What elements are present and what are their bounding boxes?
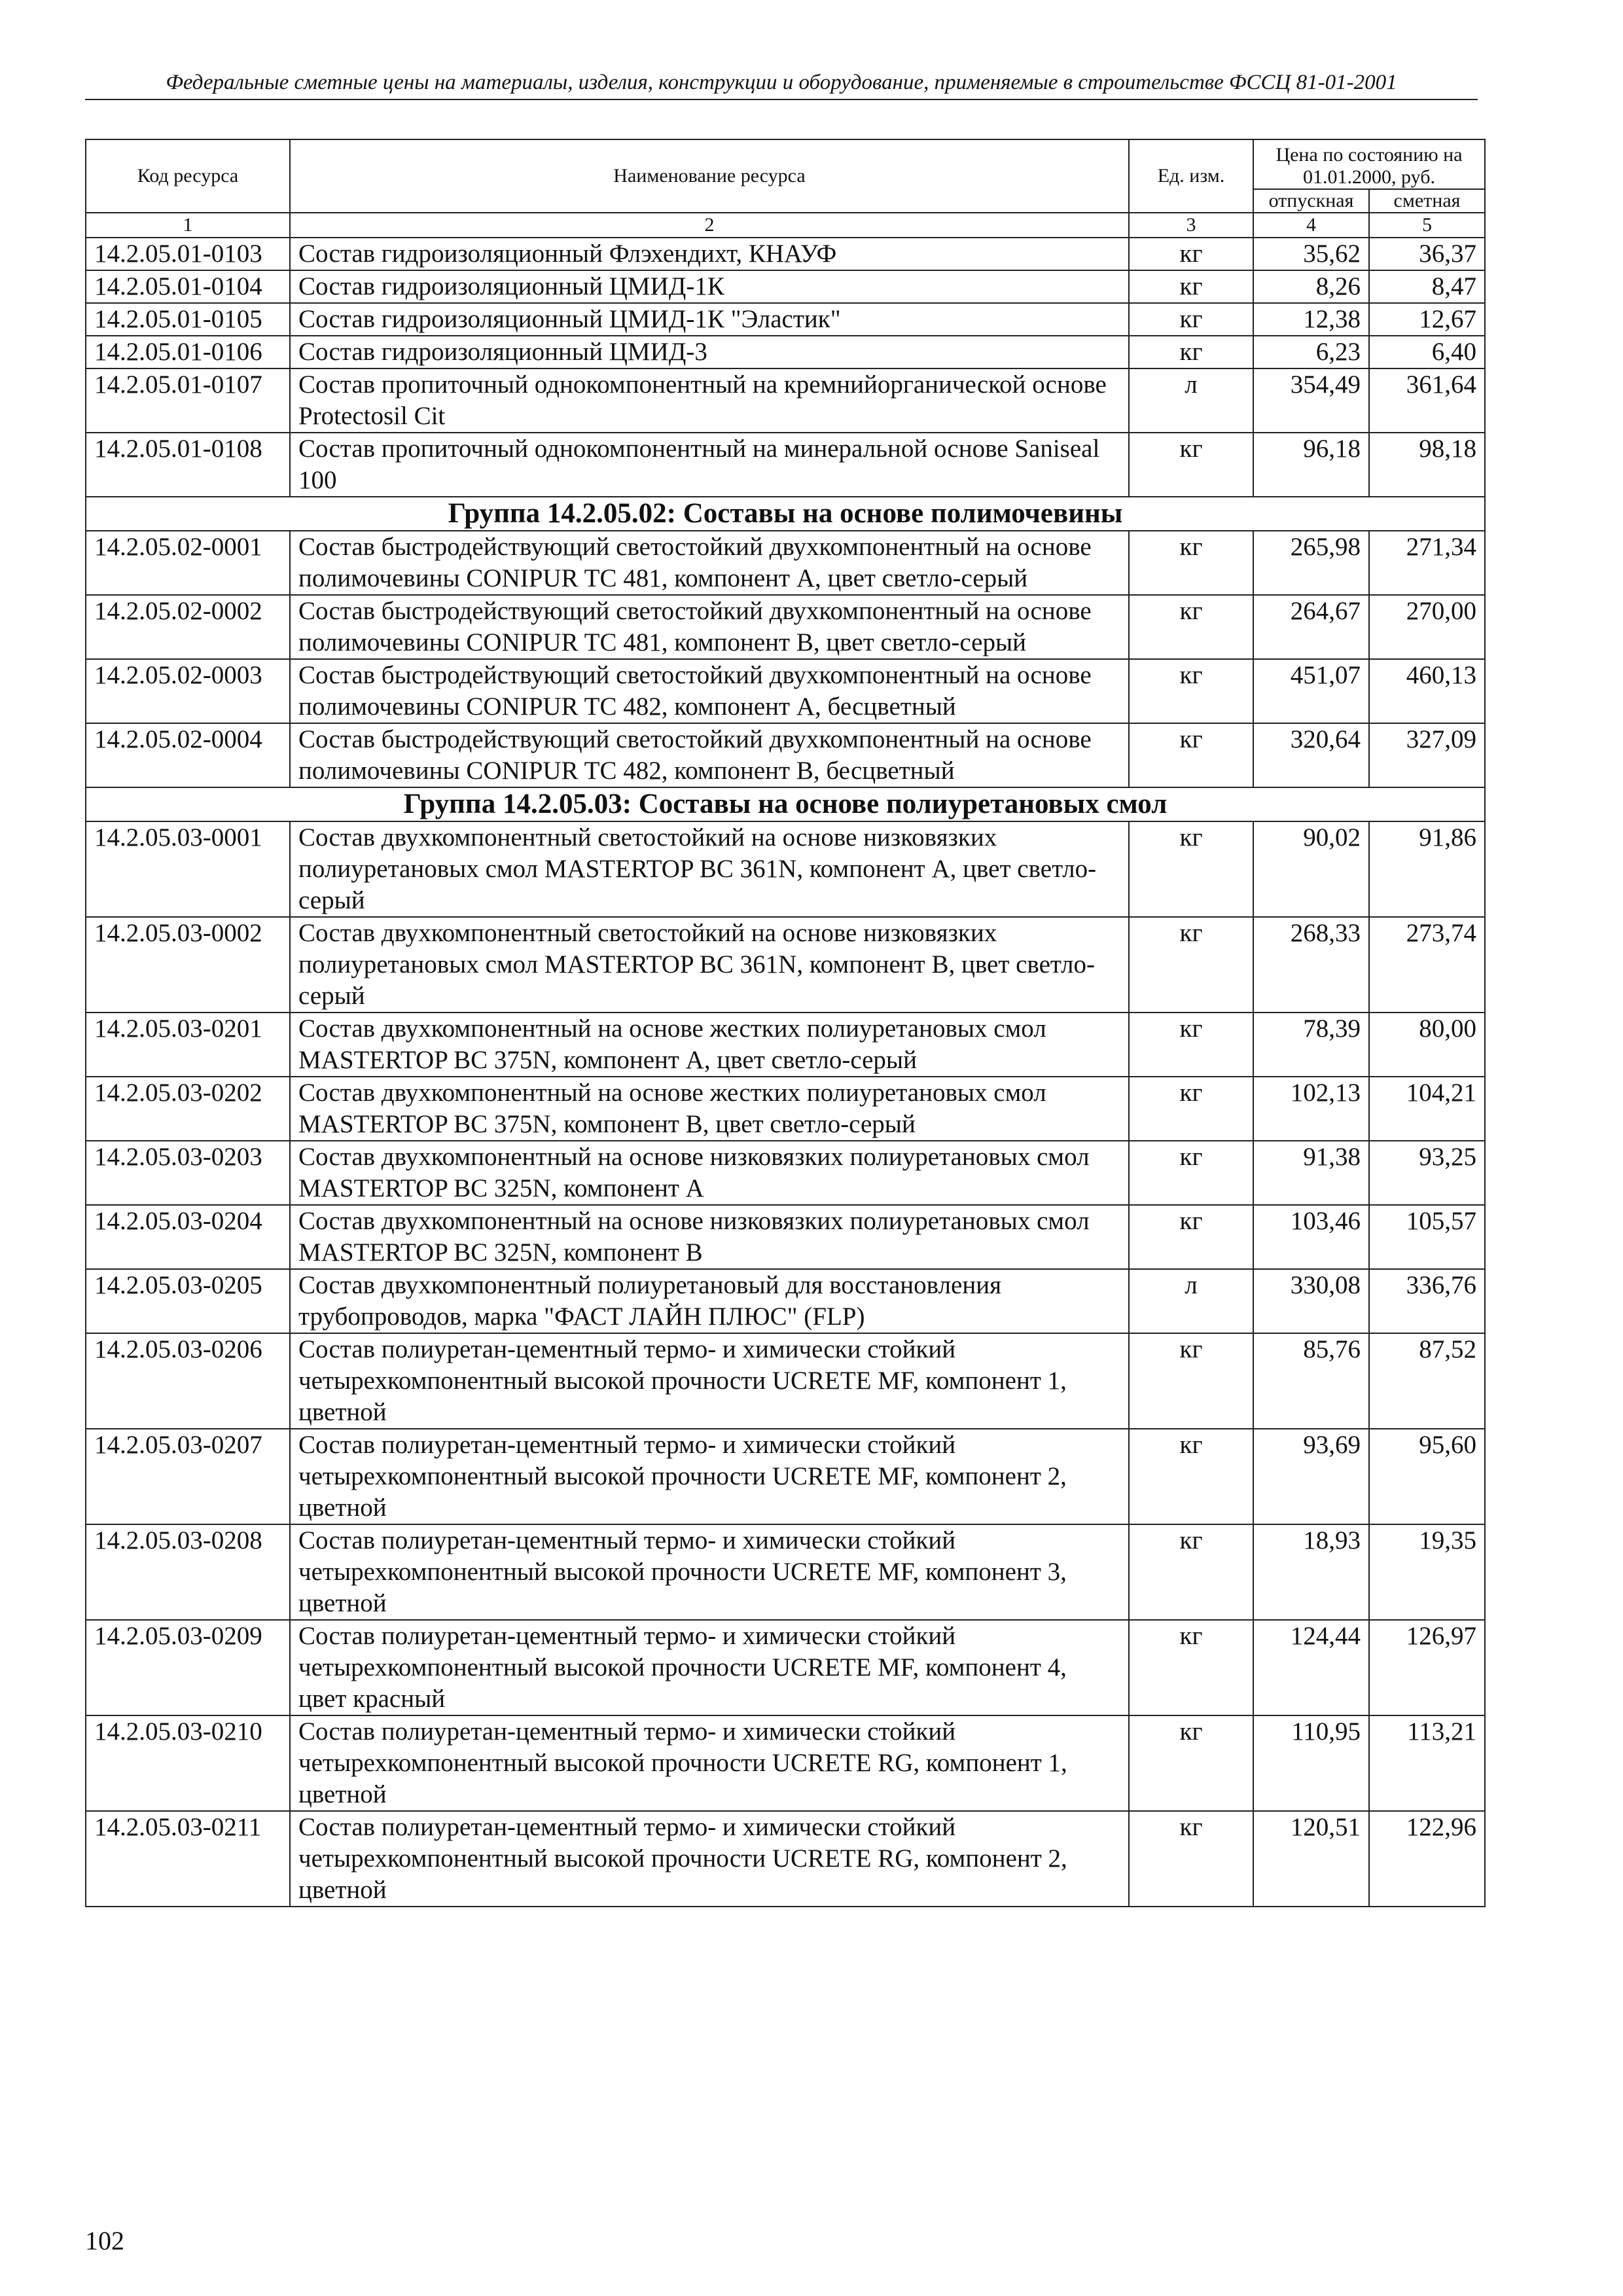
unit: кг <box>1129 917 1253 1013</box>
table-row <box>86 238 1485 270</box>
resource-name: Состав двухкомпонентный на основе жестких полиуретановых смол MASTERTOP BC 375N, компонент В, цвет светло-серый <box>290 1077 1129 1141</box>
estimate-price: 361,64 <box>1369 368 1485 433</box>
table-row <box>86 1205 1485 1269</box>
resource-code: 14.2.05.03-0001 <box>86 821 290 917</box>
unit: кг <box>1129 1013 1253 1077</box>
resource-code: 14.2.05.02-0003 <box>86 659 290 723</box>
header-unit: Ед. изм. <box>1129 139 1253 213</box>
release-price: 8,26 <box>1253 270 1369 303</box>
resource-name: Состав полиуретан-цементный термо- и химически стойкий четырехкомпонентный высокой прочности UCRETE MF, компонент 4, цвет красный <box>290 1620 1129 1715</box>
release-price: 320,64 <box>1253 723 1369 787</box>
estimate-price: 336,76 <box>1369 1269 1485 1333</box>
estimate-price: 104,21 <box>1369 1077 1485 1141</box>
unit: кг <box>1129 659 1253 723</box>
unit: кг <box>1129 336 1253 368</box>
release-price: 78,39 <box>1253 1013 1369 1077</box>
unit: кг <box>1129 595 1253 659</box>
table-row <box>86 270 1485 303</box>
resource-name: Состав двухкомпонентный светостойкий на основе низковязких полиуретановых смол MASTERTOP BC 361N, компонент В, цвет светло-серый <box>290 917 1129 1013</box>
release-price: 124,44 <box>1253 1620 1369 1715</box>
estimate-price: 95,60 <box>1369 1429 1485 1524</box>
table-row <box>86 531 1485 595</box>
resource-name: Состав полиуретан-цементный термо- и химически стойкий четырехкомпонентный высокой прочности UCRETE MF, компонент 2, цветной <box>290 1429 1129 1524</box>
table-row <box>86 1077 1485 1141</box>
resource-code: 14.2.05.03-0211 <box>86 1811 290 1907</box>
resource-name: Состав быстродействующий светостойкий двухкомпонентный на основе полимочевины CONIPUR TC 482, компонент В, бесцветный <box>290 723 1129 787</box>
unit: кг <box>1129 1429 1253 1524</box>
estimate-price: 98,18 <box>1369 433 1485 497</box>
resource-name: Состав полиуретан-цементный термо- и химически стойкий четырехкомпонентный высокой прочности UCRETE RG, компонент 2, цветной <box>290 1811 1129 1907</box>
release-price: 268,33 <box>1253 917 1369 1013</box>
resource-name: Состав быстродействующий светостойкий двухкомпонентный на основе полимочевины CONIPUR TC 482, компонент А, бесцветный <box>290 659 1129 723</box>
release-price: 35,62 <box>1253 238 1369 270</box>
resource-name: Состав быстродействующий светостойкий двухкомпонентный на основе полимочевины CONIPUR TC 481, компонент А, цвет светло-серый <box>290 531 1129 595</box>
estimate-price: 8,47 <box>1369 270 1485 303</box>
estimate-price: 327,09 <box>1369 723 1485 787</box>
unit: кг <box>1129 1333 1253 1429</box>
estimate-price: 91,86 <box>1369 821 1485 917</box>
table-row <box>86 1715 1485 1811</box>
resource-name: Состав гидроизоляционный Флэхендихт, КНАУФ <box>290 238 1129 270</box>
resource-name: Состав двухкомпонентный на основе низковязких полиуретановых смол MASTERTOP BC 325N, компонент В <box>290 1205 1129 1269</box>
resource-code: 14.2.05.01-0104 <box>86 270 290 303</box>
estimate-price: 6,40 <box>1369 336 1485 368</box>
release-price: 451,07 <box>1253 659 1369 723</box>
resource-name: Состав быстродействующий светостойкий двухкомпонентный на основе полимочевины CONIPUR TC 481, компонент В, цвет светло-серый <box>290 595 1129 659</box>
estimate-price: 122,96 <box>1369 1811 1485 1907</box>
table-row <box>86 336 1485 368</box>
estimate-price: 87,52 <box>1369 1333 1485 1429</box>
table-row <box>86 1429 1485 1524</box>
resource-name: Состав полиуретан-цементный термо- и химически стойкий четырехкомпонентный высокой прочности UCRETE MF, компонент 1, цветной <box>290 1333 1129 1429</box>
resource-code: 14.2.05.03-0205 <box>86 1269 290 1333</box>
estimate-price: 271,34 <box>1369 531 1485 595</box>
resource-name: Состав двухкомпонентный полиуретановый для восстановления трубопроводов, марка "ФАСТ ЛАЙН ПЛЮС" (FLP) <box>290 1269 1129 1333</box>
resource-name: Состав гидроизоляционный ЦМИД-3 <box>290 336 1129 368</box>
resource-name: Состав полиуретан-цементный термо- и химически стойкий четырехкомпонентный высокой прочности UCRETE MF, компонент 3, цветной <box>290 1524 1129 1620</box>
group-row <box>86 787 1485 821</box>
table-row <box>86 1141 1485 1205</box>
page-number: 102 <box>85 2226 124 2255</box>
table-row <box>86 821 1485 917</box>
unit: кг <box>1129 723 1253 787</box>
resource-name: Состав пропиточный однокомпонентный на минеральной основе Saniseal 100 <box>290 433 1129 497</box>
table-row <box>86 1013 1485 1077</box>
unit: л <box>1129 368 1253 433</box>
estimate-price: 80,00 <box>1369 1013 1485 1077</box>
release-price: 6,23 <box>1253 336 1369 368</box>
estimate-price: 105,57 <box>1369 1205 1485 1269</box>
release-price: 93,69 <box>1253 1429 1369 1524</box>
release-price: 354,49 <box>1253 368 1369 433</box>
release-price: 110,95 <box>1253 1715 1369 1811</box>
table-row <box>86 1269 1485 1333</box>
resource-name: Состав полиуретан-цементный термо- и химически стойкий четырехкомпонентный высокой прочности UCRETE RG, компонент 1, цветной <box>290 1715 1129 1811</box>
group-title: Группа 14.2.05.02: Составы на основе полимочевины <box>86 497 1485 531</box>
unit: кг <box>1129 1620 1253 1715</box>
table-row <box>86 917 1485 1013</box>
table-row <box>86 1524 1485 1620</box>
estimate-price: 270,00 <box>1369 595 1485 659</box>
group-title: Группа 14.2.05.03: Составы на основе полиуретановых смол <box>86 787 1485 821</box>
resource-code: 14.2.05.02-0001 <box>86 531 290 595</box>
estimate-price: 113,21 <box>1369 1715 1485 1811</box>
release-price: 96,18 <box>1253 433 1369 497</box>
unit: кг <box>1129 433 1253 497</box>
unit: кг <box>1129 1811 1253 1907</box>
group-row <box>86 497 1485 531</box>
header-name: Наименование ресурса <box>290 139 1129 213</box>
unit: кг <box>1129 1524 1253 1620</box>
estimate-price: 12,67 <box>1369 303 1485 336</box>
release-price: 264,67 <box>1253 595 1369 659</box>
column-numbers-row <box>86 213 1485 238</box>
table-row <box>86 303 1485 336</box>
table-row <box>86 1620 1485 1715</box>
resource-code: 14.2.05.03-0203 <box>86 1141 290 1205</box>
running-header: Федеральные сметные цены на материалы, изделия, конструкции и оборудование, применяемые в строительстве ФССЦ 81-01-2001 <box>85 71 1478 100</box>
estimate-price: 93,25 <box>1369 1141 1485 1205</box>
resource-code: 14.2.05.03-0002 <box>86 917 290 1013</box>
resource-code: 14.2.05.01-0107 <box>86 368 290 433</box>
table-row <box>86 723 1485 787</box>
table-row <box>86 659 1485 723</box>
resource-name: Состав гидроизоляционный ЦМИД-1К <box>290 270 1129 303</box>
resource-code: 14.2.05.01-0106 <box>86 336 290 368</box>
unit: кг <box>1129 1141 1253 1205</box>
column-number: 2 <box>290 213 1129 238</box>
table-row <box>86 1333 1485 1429</box>
resource-code: 14.2.05.02-0004 <box>86 723 290 787</box>
resource-code: 14.2.05.01-0103 <box>86 238 290 270</box>
resource-code: 14.2.05.03-0207 <box>86 1429 290 1524</box>
unit: кг <box>1129 270 1253 303</box>
unit: л <box>1129 1269 1253 1333</box>
header-price-release: отпускная <box>1253 189 1369 213</box>
resource-name: Состав пропиточный однокомпонентный на кремнийорганической основе Protectosil Cit <box>290 368 1129 433</box>
resource-code: 14.2.05.01-0105 <box>86 303 290 336</box>
header-price-title: Цена по состоянию на 01.01.2000, руб. <box>1253 139 1485 189</box>
unit: кг <box>1129 1205 1253 1269</box>
resource-name: Состав гидроизоляционный ЦМИД-1К "Эластик" <box>290 303 1129 336</box>
resource-name: Состав двухкомпонентный на основе низковязких полиуретановых смол MASTERTOP BC 325N, компонент А <box>290 1141 1129 1205</box>
estimate-price: 36,37 <box>1369 238 1485 270</box>
resource-code: 14.2.05.03-0206 <box>86 1333 290 1429</box>
column-number: 4 <box>1253 213 1369 238</box>
estimate-price: 19,35 <box>1369 1524 1485 1620</box>
unit: кг <box>1129 303 1253 336</box>
release-price: 120,51 <box>1253 1811 1369 1907</box>
header-code: Код ресурса <box>86 139 290 213</box>
resource-code: 14.2.05.01-0108 <box>86 433 290 497</box>
release-price: 12,38 <box>1253 303 1369 336</box>
release-price: 103,46 <box>1253 1205 1369 1269</box>
release-price: 85,76 <box>1253 1333 1369 1429</box>
resource-code: 14.2.05.02-0002 <box>86 595 290 659</box>
table-row <box>86 1811 1485 1907</box>
column-number: 1 <box>86 213 290 238</box>
resource-code: 14.2.05.03-0204 <box>86 1205 290 1269</box>
release-price: 265,98 <box>1253 531 1369 595</box>
column-number: 3 <box>1129 213 1253 238</box>
release-price: 90,02 <box>1253 821 1369 917</box>
resource-name: Состав двухкомпонентный светостойкий на основе низковязких полиуретановых смол MASTERTOP BC 361N, компонент А, цвет светло-серый <box>290 821 1129 917</box>
estimate-price: 273,74 <box>1369 917 1485 1013</box>
unit: кг <box>1129 821 1253 917</box>
unit: кг <box>1129 1077 1253 1141</box>
resource-code: 14.2.05.03-0209 <box>86 1620 290 1715</box>
unit: кг <box>1129 238 1253 270</box>
resource-code: 14.2.05.03-0208 <box>86 1524 290 1620</box>
table-row <box>86 595 1485 659</box>
price-table <box>85 139 1486 1907</box>
resource-code: 14.2.05.03-0202 <box>86 1077 290 1141</box>
resource-name: Состав двухкомпонентный на основе жестких полиуретановых смол MASTERTOP BC 375N, компонент А, цвет светло-серый <box>290 1013 1129 1077</box>
unit: кг <box>1129 531 1253 595</box>
resource-code: 14.2.05.03-0201 <box>86 1013 290 1077</box>
release-price: 102,13 <box>1253 1077 1369 1141</box>
header-price-estimate: сметная <box>1369 189 1485 213</box>
table-body <box>86 213 1485 1907</box>
release-price: 330,08 <box>1253 1269 1369 1333</box>
resource-code: 14.2.05.03-0210 <box>86 1715 290 1811</box>
estimate-price: 460,13 <box>1369 659 1485 723</box>
unit: кг <box>1129 1715 1253 1811</box>
table-row <box>86 368 1485 433</box>
estimate-price: 126,97 <box>1369 1620 1485 1715</box>
column-number: 5 <box>1369 213 1485 238</box>
release-price: 18,93 <box>1253 1524 1369 1620</box>
table-row <box>86 433 1485 497</box>
release-price: 91,38 <box>1253 1141 1369 1205</box>
